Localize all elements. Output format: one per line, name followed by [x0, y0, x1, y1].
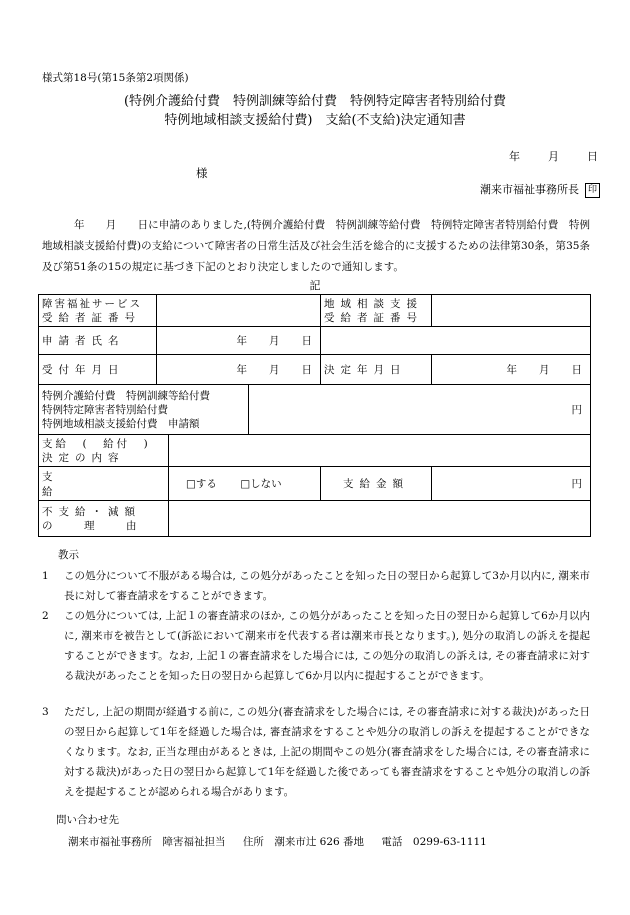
cell-receipt-label: 受付年月日 — [39, 355, 157, 385]
note-2-text: この処分については, 上記１の審査請求のほか, この処分があったことを知った日の翌日から起算して6か月以内に, 潮来市を被告として(訴訟において潮来市を代表する者は潮来市長となります。), 処分の取消しの訴えを提起することができます。なお, 上記１の審査請求をした場合には, この処分の取消しの訴えは, その審査請求に対する裁決があったことを知った日の翌日から起算して6か月以内に提起することができます。 — [64, 610, 590, 682]
contact-address: 住所 潮来市辻 626 番地 — [242, 836, 365, 848]
contact-phone: 電話 0299-63-1111 — [381, 836, 487, 848]
notes-heading: 教示 — [58, 549, 79, 561]
note-1 — [42, 566, 590, 606]
cell-welfare-no-label: 障害福祉サービス 受給者証番号 — [39, 295, 157, 327]
cell-payment-options[interactable] — [169, 467, 321, 501]
table-row — [39, 501, 591, 537]
addressee-suffix: 様 — [196, 166, 208, 180]
cell-reason-value[interactable] — [169, 501, 591, 537]
note-3-text: ただし, 上記の期間が経過する前に, この処分(審査請求をした場合には, その審査請求に対する裁決)があった日の翌日から起算して1年を経過した場合は, 審査請求をすることや処分の取消しの訴えを提起することができなくなります。なお, 正当な理由があるときは, 上記の期間やこの処分(審査請求をした場合には, その審査請求に対する裁決)があった日の翌日から起算して1年を経過した後であっても審査請求をすることや処分の取消しの訴えを提起することが認められる場合があります。 — [64, 706, 590, 798]
cell-decision-label: 決定年月日 — [321, 355, 432, 385]
seal-mark: 印 — [585, 183, 600, 198]
date-day: 日 — [587, 150, 598, 163]
cell-payment-label: 支給 — [39, 467, 169, 501]
cell-community-no-value[interactable] — [432, 295, 591, 327]
note-2-num: 2 — [42, 610, 49, 622]
document-title-line1: (特例介護給付費 特例訓練等給付費 特例特定障害者特別給付費 — [123, 94, 507, 109]
note-3-num: 3 — [42, 706, 49, 718]
note-3 — [42, 702, 590, 802]
cell-applicant-date[interactable]: 年 月 日 — [157, 327, 321, 355]
cell-applicant-label: 申請者氏名 — [39, 327, 157, 355]
table-row — [39, 435, 591, 467]
ki-heading: 記 — [309, 279, 321, 292]
contact-heading: 問い合わせ先 — [56, 814, 119, 826]
option-yes[interactable]: □する — [186, 478, 217, 490]
decision-table — [38, 294, 591, 537]
cell-amount-value[interactable]: 円 — [249, 385, 591, 435]
notice-body: 年 月 日に申請のありました,(特例介護給付費 特例訓練等給付費 特例特定障害者特別給付費 特例地域相談支援給付費)の支給について障害者の日常生活及び社会生活を総合的に支援するための法律第30条，第35条及び第51条の15の規定に基づき下記のとおり決定しましたので通知します。 — [42, 219, 590, 273]
cell-content-value[interactable] — [169, 435, 591, 467]
table-row — [39, 385, 591, 435]
option-no[interactable]: □しない — [240, 478, 282, 490]
contact-office: 潮来市福祉事務所 障害福祉担当 — [68, 836, 226, 848]
date-year: 年 — [509, 150, 520, 163]
cell-decision-date[interactable]: 年 月 日 — [432, 355, 591, 385]
cell-content-label: 支給 ( 給付 ) 決定の内容 — [39, 435, 169, 467]
note-1-num: 1 — [42, 570, 49, 582]
cell-payment-amount-value[interactable]: 円 — [432, 467, 591, 501]
note-2 — [42, 606, 590, 686]
cell-community-no-label: 地域相談支援 受給者証番号 — [321, 295, 432, 327]
cell-applicant-name[interactable] — [321, 327, 591, 355]
form-number: 様式第18号(第15条第2項関係) — [42, 72, 189, 84]
cell-receipt-date[interactable]: 年 月 日 — [157, 355, 321, 385]
cell-amount-label: 特例介護給付費 特例訓練等給付費 特例特定障害者特別給付費 特例地域相談支援給付費 申請額 — [39, 385, 249, 435]
date-month: 月 — [548, 150, 559, 163]
table-row — [39, 327, 591, 355]
contact-info — [68, 834, 501, 849]
issue-date — [489, 148, 598, 164]
table-row — [39, 355, 591, 385]
table-row — [39, 295, 591, 327]
cell-reason-label: 不支給・減額 の 理 由 — [39, 501, 169, 537]
note-1-text: この処分について不服がある場合は, この処分があったことを知った日の翌日から起算して3か月以内に, 潮来市長に対して審査請求をすることができます。 — [64, 570, 590, 602]
issuer — [480, 181, 600, 198]
issuer-name: 潮来市福祉事務所長 — [480, 183, 579, 196]
cell-payment-amount-label: 支給金額 — [321, 467, 432, 501]
cell-welfare-no-value[interactable] — [157, 295, 321, 327]
table-row — [39, 467, 591, 501]
document-title-line2: 特例地域相談支援給付費) 支給(不支給)決定通知書 — [164, 113, 466, 128]
